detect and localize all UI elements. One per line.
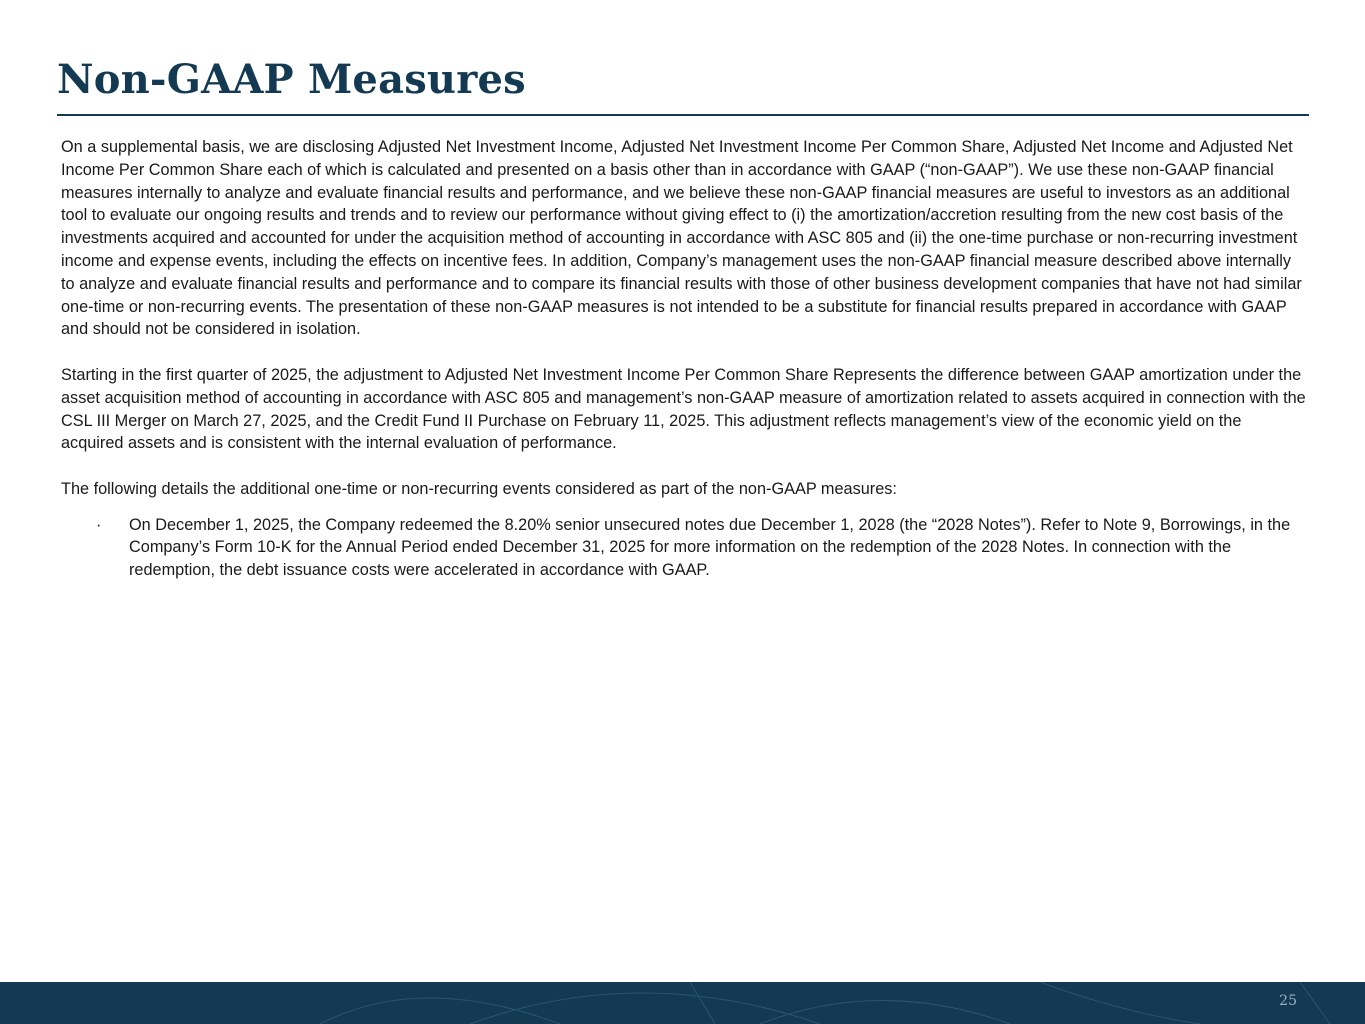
paragraph-events-intro: The following details the additional one-time or non-recurring events considered as part of the non-GAAP measures:	[61, 479, 897, 498]
title-divider	[57, 114, 1309, 116]
body-content	[61, 136, 1307, 582]
list-item	[61, 514, 1307, 582]
bullet-marker: ·	[96, 515, 102, 534]
footer-decorative-lines	[0, 982, 1365, 1024]
events-bullet-list	[61, 514, 1307, 582]
page-title: Non-GAAP Measures	[57, 56, 526, 103]
bullet-text: On December 1, 2025, the Company redeemed the 8.20% senior unsecured notes due December 1, 2028 (the “2028 Notes”). Refer to Note 9, Borrowings, in the Company’s Form 10-K for the Annual Period ended December 31, 2025 for more information on the redemption of the 2028 Notes. In connection with the redemption, the debt issuance costs were accelerated in accordance with GAAP.	[129, 515, 1291, 580]
paragraph-non-gaap-intro: On a supplemental basis, we are disclosing Adjusted Net Investment Income, Adjusted Net Investment Income Per Common Share, Adjusted Net Income and Adjusted Net Income Per Common Share each of which is calculated and presented on a basis other than in accordance with GAAP (“non-GAAP”). We use these non-GAAP financial measures internally to analyze and evaluate financial results and performance, and we believe these non-GAAP financial measures are useful to investors as an additional tool to evaluate our ongoing results and trends and to review our performance without giving effect to (i) the amortization/accretion resulting from the new cost basis of the investments acquired and accounted for under the acquisition method of accounting in accordance with ASC 805 and (ii) the one-time purchase or non-recurring investment income and expense events, including the effects on incentive fees. In addition, Company’s management uses the non-GAAP financial measure described above internally to analyze and evaluate financial results and performance and to compare its financial results with those of other business development companies that have not had similar one-time or non-recurring events. The presentation of these non-GAAP measures is not intended to be a substitute for financial results prepared in accordance with GAAP and should not be considered in isolation.	[61, 138, 1302, 339]
page-number: 25	[1279, 993, 1297, 1009]
footer-band	[0, 982, 1365, 1024]
paragraph-adjustment-2025: Starting in the first quarter of 2025, the adjustment to Adjusted Net Investment Income Per Common Share Represents the difference between GAAP amortization under the asset acquisition method of accounting in accordance with ASC 805 and management’s non-GAAP measure of amortization related to assets acquired in connection with the CSL III Merger on March 27, 2025, and the Credit Fund II Purchase on February 11, 2025. This adjustment reflects management’s view of the economic yield on the acquired assets and is consistent with the internal evaluation of performance.	[61, 365, 1306, 453]
